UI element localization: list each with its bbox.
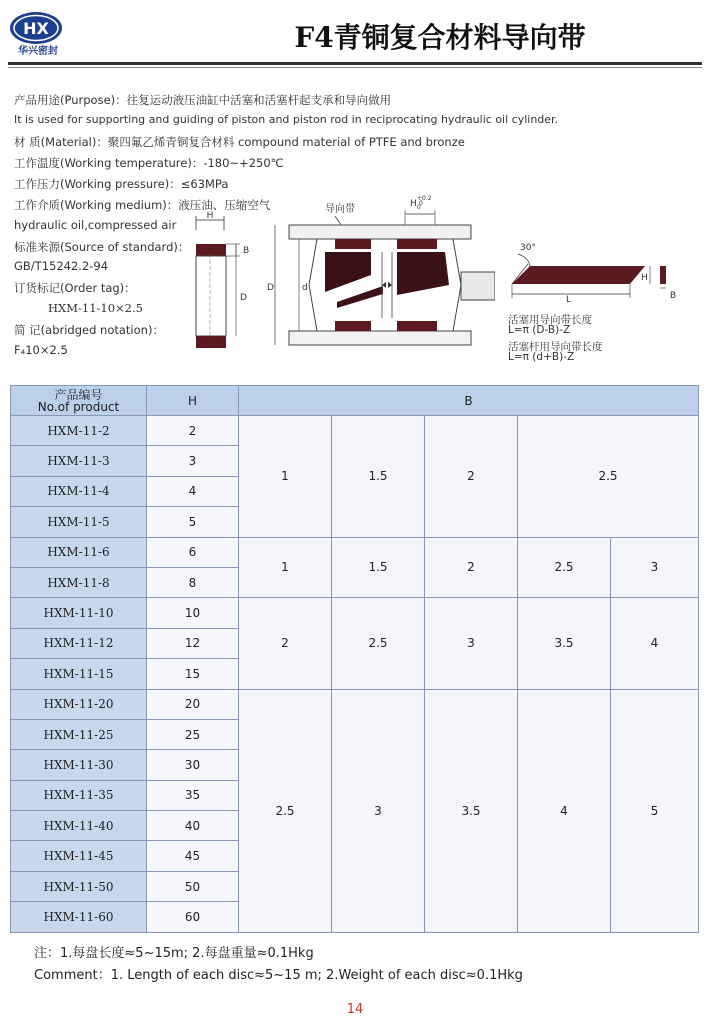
- header-product: [11, 386, 147, 416]
- h-value: 15: [147, 659, 239, 689]
- product-code: HXM-11-50: [11, 871, 147, 901]
- b-value: 3.5: [518, 598, 611, 689]
- b-value: 3: [332, 689, 425, 932]
- b-value: 3: [611, 537, 699, 598]
- product-code: HXM-11-15: [11, 659, 147, 689]
- purpose-en: It is used for supporting and guiding of piston and piston rod in reciprocating hydraulic oil cylinder.: [14, 113, 559, 126]
- b-value: 2: [425, 537, 518, 598]
- working-medium: 工作介质(Working medium)：液压油、压缩空气: [14, 198, 271, 212]
- band-label: 导向带: [325, 204, 355, 215]
- h-value: 30: [147, 750, 239, 780]
- dim-d-label: D: [240, 293, 247, 303]
- h-value: 6: [147, 537, 239, 567]
- b-value: 4: [611, 598, 699, 689]
- groove-h0-sub: 0: [417, 204, 421, 211]
- table-row: [11, 689, 699, 719]
- h-value: 10: [147, 598, 239, 628]
- groove-h0-label: H: [410, 199, 417, 209]
- cut-angle-label: 30°: [520, 243, 536, 253]
- product-code: HXM-11-20: [11, 689, 147, 719]
- b-value: 2: [239, 598, 332, 689]
- groove-h0-sup2: 0: [419, 200, 423, 207]
- product-code: HXM-11-8: [11, 567, 147, 597]
- b-value: 1: [239, 537, 332, 598]
- page-title: F4青铜复合材料导向带: [294, 21, 586, 54]
- strip-h-label: H: [641, 273, 648, 283]
- strip-cut-diagram: [500, 236, 700, 311]
- h-value: 2: [147, 416, 239, 446]
- groove-h0-sup: +0.2: [417, 195, 432, 202]
- h-value: 25: [147, 719, 239, 749]
- product-code: HXM-11-6: [11, 537, 147, 567]
- h-value: 35: [147, 780, 239, 810]
- b-value: 1.5: [332, 416, 425, 538]
- b-value: 2.5: [518, 416, 699, 538]
- h-value: 8: [147, 567, 239, 597]
- standard-value: GB/T15242.2-94: [14, 259, 109, 273]
- product-code: HXM-11-2: [11, 416, 147, 446]
- header-h: H: [147, 386, 239, 416]
- dim-h-label: H: [206, 211, 214, 221]
- dim-rod-label: d: [302, 283, 308, 293]
- strip-length-label: L: [566, 295, 572, 305]
- rod-length-title: 活塞杆用导向带长度: [508, 341, 603, 353]
- rod-length-formula: L=π (d+B)-Z: [508, 351, 575, 363]
- page-number: 14: [346, 1002, 364, 1017]
- product-code: HXM-11-5: [11, 507, 147, 537]
- product-code: HXM-11-12: [11, 628, 147, 658]
- title-rule-thin: [8, 67, 702, 68]
- table-row: [11, 598, 699, 628]
- product-code: HXM-11-30: [11, 750, 147, 780]
- dim-bore-label: D: [267, 283, 274, 293]
- logo-letters: HX: [23, 19, 49, 38]
- purpose-cn: 产品用途(Purpose)：往复运动液压油缸中活塞和活塞杆起支承和导向做用: [14, 93, 392, 107]
- product-code: HXM-11-3: [11, 446, 147, 476]
- b-value: 2.5: [332, 598, 425, 689]
- order-tag-label: 订货标记(Order tag)：: [14, 281, 136, 295]
- b-value: 3.5: [425, 689, 518, 932]
- h-value: 40: [147, 811, 239, 841]
- product-code: HXM-11-35: [11, 780, 147, 810]
- standard-label: 标准来源(Source of standard)：: [14, 240, 190, 254]
- product-code: HXM-11-25: [11, 719, 147, 749]
- b-value: 5: [611, 689, 699, 932]
- product-code: HXM-11-40: [11, 811, 147, 841]
- b-value: 1.5: [332, 537, 425, 598]
- note-en: Comment：1. Length of each disc≈5~15 m; 2.Weight of each disc≈0.1Hkg: [34, 968, 523, 983]
- header-b: B: [239, 386, 699, 416]
- b-value: 1: [239, 416, 332, 538]
- order-tag-value: HXM-11-10×2.5: [48, 301, 143, 315]
- working-medium-en: hydraulic oil,compressed air: [14, 218, 177, 232]
- product-code: HXM-11-4: [11, 476, 147, 506]
- b-value: 2.5: [239, 689, 332, 932]
- piston-length-formula: L=π (D-B)-Z: [508, 324, 571, 336]
- title-rule: [8, 62, 702, 65]
- working-temperature: 工作温度(Working temperature)：-180~+250℃: [14, 156, 284, 170]
- header-product-cn: 产品编号: [54, 387, 103, 402]
- product-code: HXM-11-60: [11, 902, 147, 932]
- h-value: 45: [147, 841, 239, 871]
- b-value: 2: [425, 416, 518, 538]
- b-value: 4: [518, 689, 611, 932]
- piston-length-title: 活塞用导向带长度: [508, 314, 592, 326]
- note-cn: 注：1.每盘长度≈5~15m; 2.每盘重量≈0.1Hkg: [34, 946, 314, 961]
- strip-b-label: B: [670, 291, 677, 301]
- h-value: 20: [147, 689, 239, 719]
- dim-b-label: B: [243, 246, 250, 256]
- b-value: 3: [425, 598, 518, 689]
- working-pressure: 工作压力(Working pressure)：≤63MPa: [14, 177, 229, 191]
- abridged-value: F₄10×2.5: [14, 343, 68, 357]
- product-code: HXM-11-45: [11, 841, 147, 871]
- header-product-en: No.of product: [37, 399, 120, 414]
- table-row: [11, 416, 699, 446]
- material: 材 质(Material)：聚四氟乙烯青铜复合材料 compound material of PTFE and bronze: [14, 135, 465, 149]
- product-code: HXM-11-10: [11, 598, 147, 628]
- h-value: 60: [147, 902, 239, 932]
- ring-section-diagram: [180, 208, 260, 358]
- h-value: 3: [147, 446, 239, 476]
- abridged-label: 简 记(abridged notation)：: [14, 323, 164, 337]
- logo-caption: 华兴密封: [18, 46, 58, 57]
- h-value: 12: [147, 628, 239, 658]
- cylinder-assembly-diagram: [265, 190, 495, 360]
- table-row: [11, 537, 699, 567]
- b-value: 2.5: [518, 537, 611, 598]
- h-value: 4: [147, 476, 239, 506]
- product-table: [10, 385, 699, 933]
- h-value: 50: [147, 871, 239, 901]
- h-value: 5: [147, 507, 239, 537]
